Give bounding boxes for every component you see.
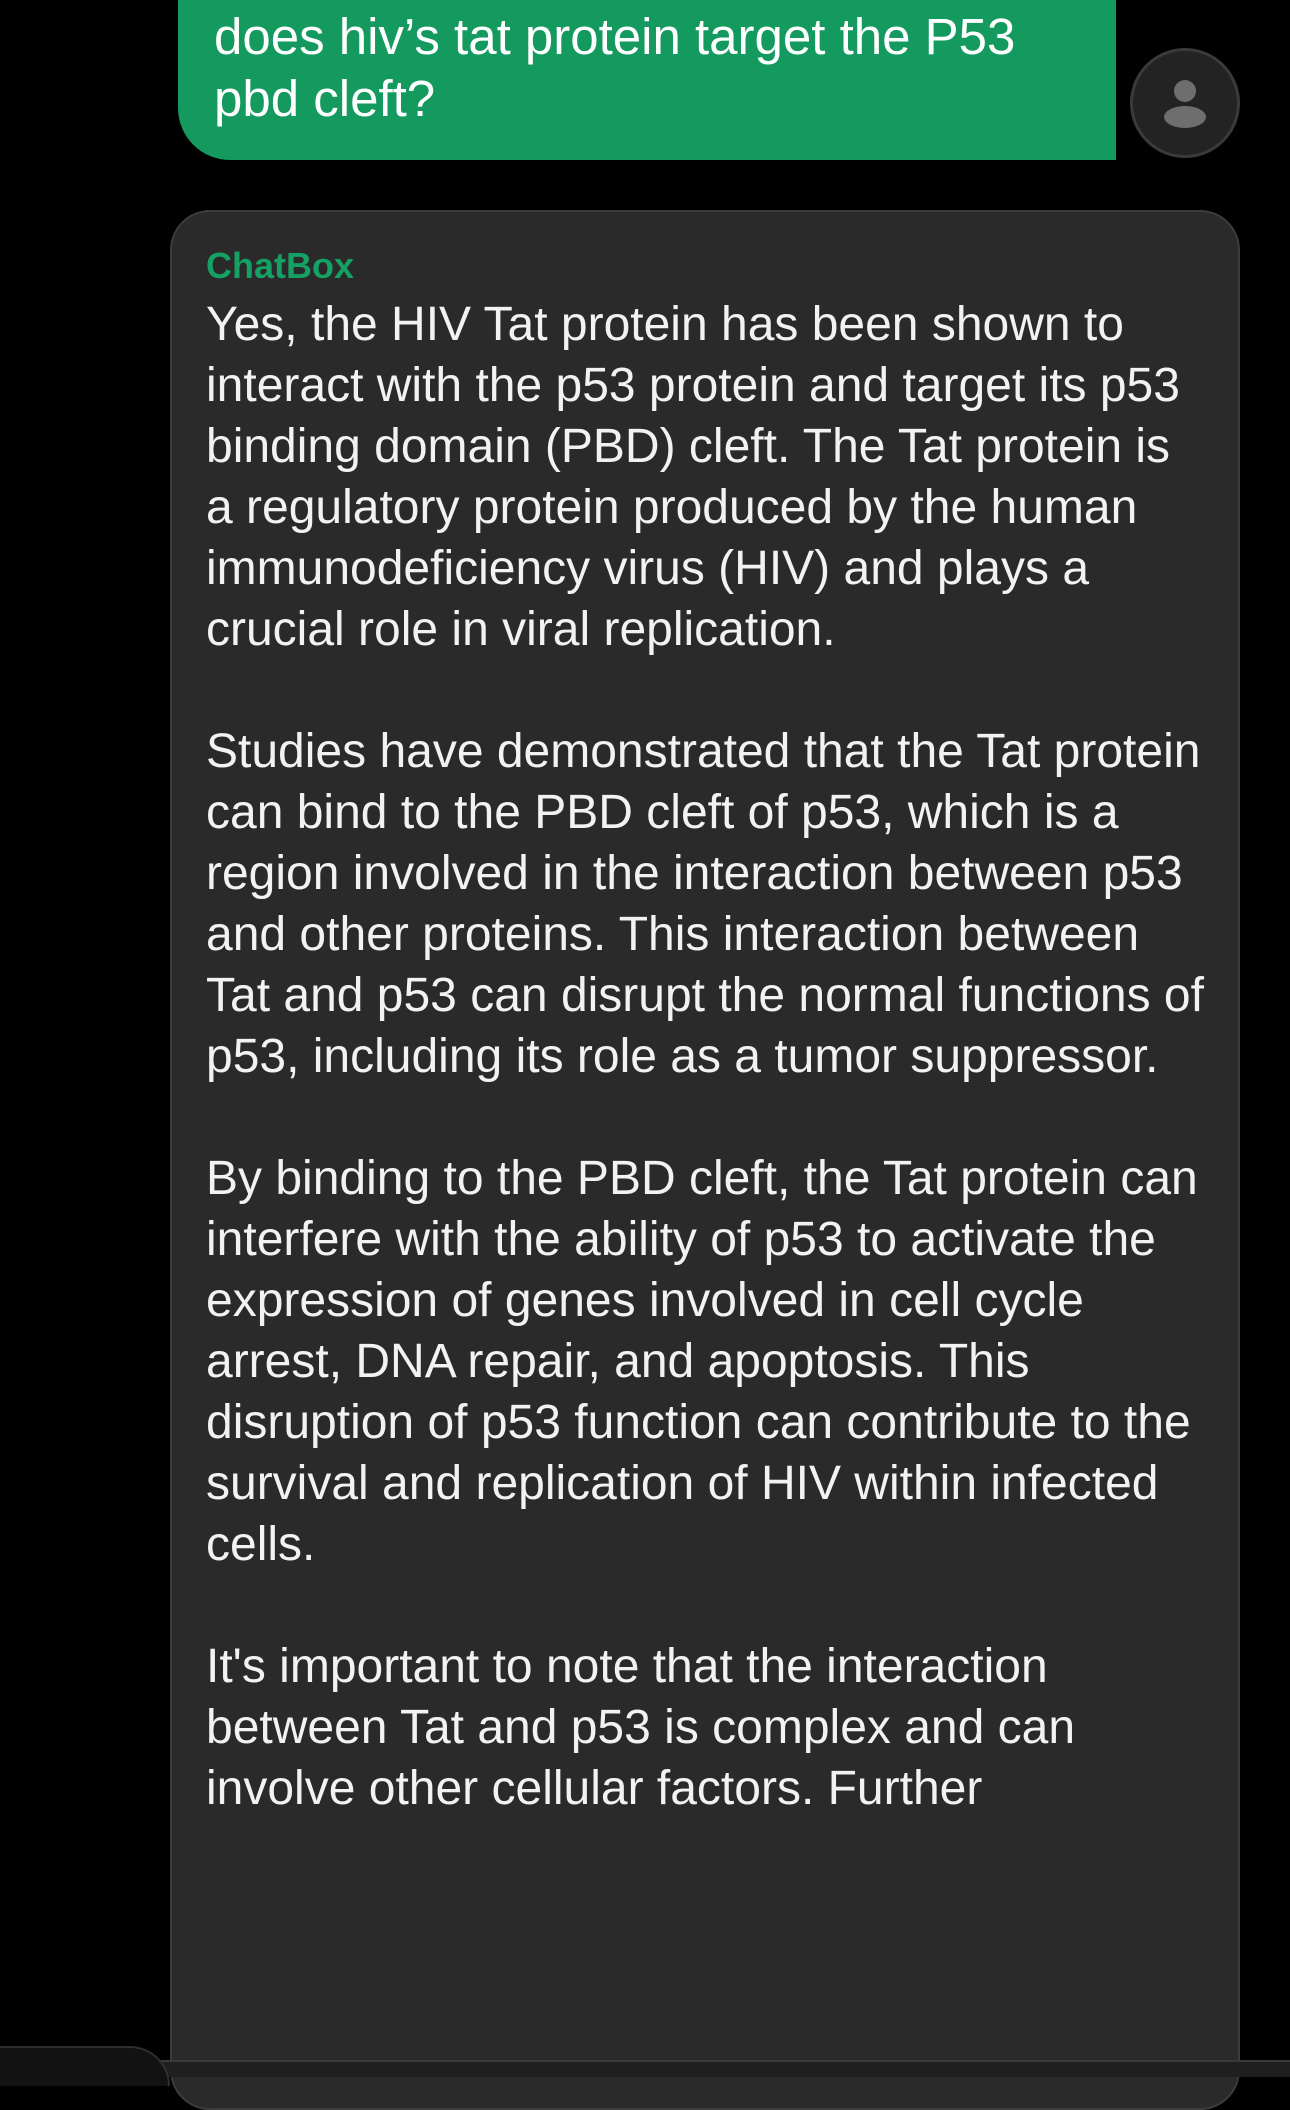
bottom-left-control[interactable] [0,2046,170,2086]
user-icon [1133,51,1237,155]
bot-message-paragraph: Studies have demonstrated that the Tat protein can bind to the PBD cleft of p53, which is a region involved in the interaction between p53 and other proteins. This interaction between Tat and p53 can disrupt the normal functions of p53, including its role as a tumor suppressor. [206,725,1218,1083]
user-message-bubble[interactable] [178,0,1116,160]
bot-message-paragraph: It's important to note that the interaction between Tat and p53 is complex and can involve other cellular factors. Further [206,1640,1089,1815]
bottom-input-bar [0,2060,1290,2077]
user-avatar[interactable] [1130,48,1240,158]
bot-message-paragraph: By binding to the PBD cleft, the Tat protein can interfere with the ability of p53 to activate the expression of genes involved in cell cycle arrest, DNA repair, and apoptosis. This disruption of p53 function can contribute to the survival and replication of HIV within infected cells. [206,1152,1212,1571]
bot-message-paragraph: Yes, the HIV Tat protein has been shown to interact with the p53 protein and target its p53 binding domain (PBD) cleft. The Tat protein is a regulatory protein produced by the human immunodeficiency virus (HIV) and plays a crucial role in viral replication. [206,298,1194,656]
bot-message-bubble[interactable] [170,210,1240,2110]
user-message-text: does hiv’s tat protein target the P53 pbd cleft? [214,8,1016,127]
bot-sender-name: ChatBox [206,245,355,286]
